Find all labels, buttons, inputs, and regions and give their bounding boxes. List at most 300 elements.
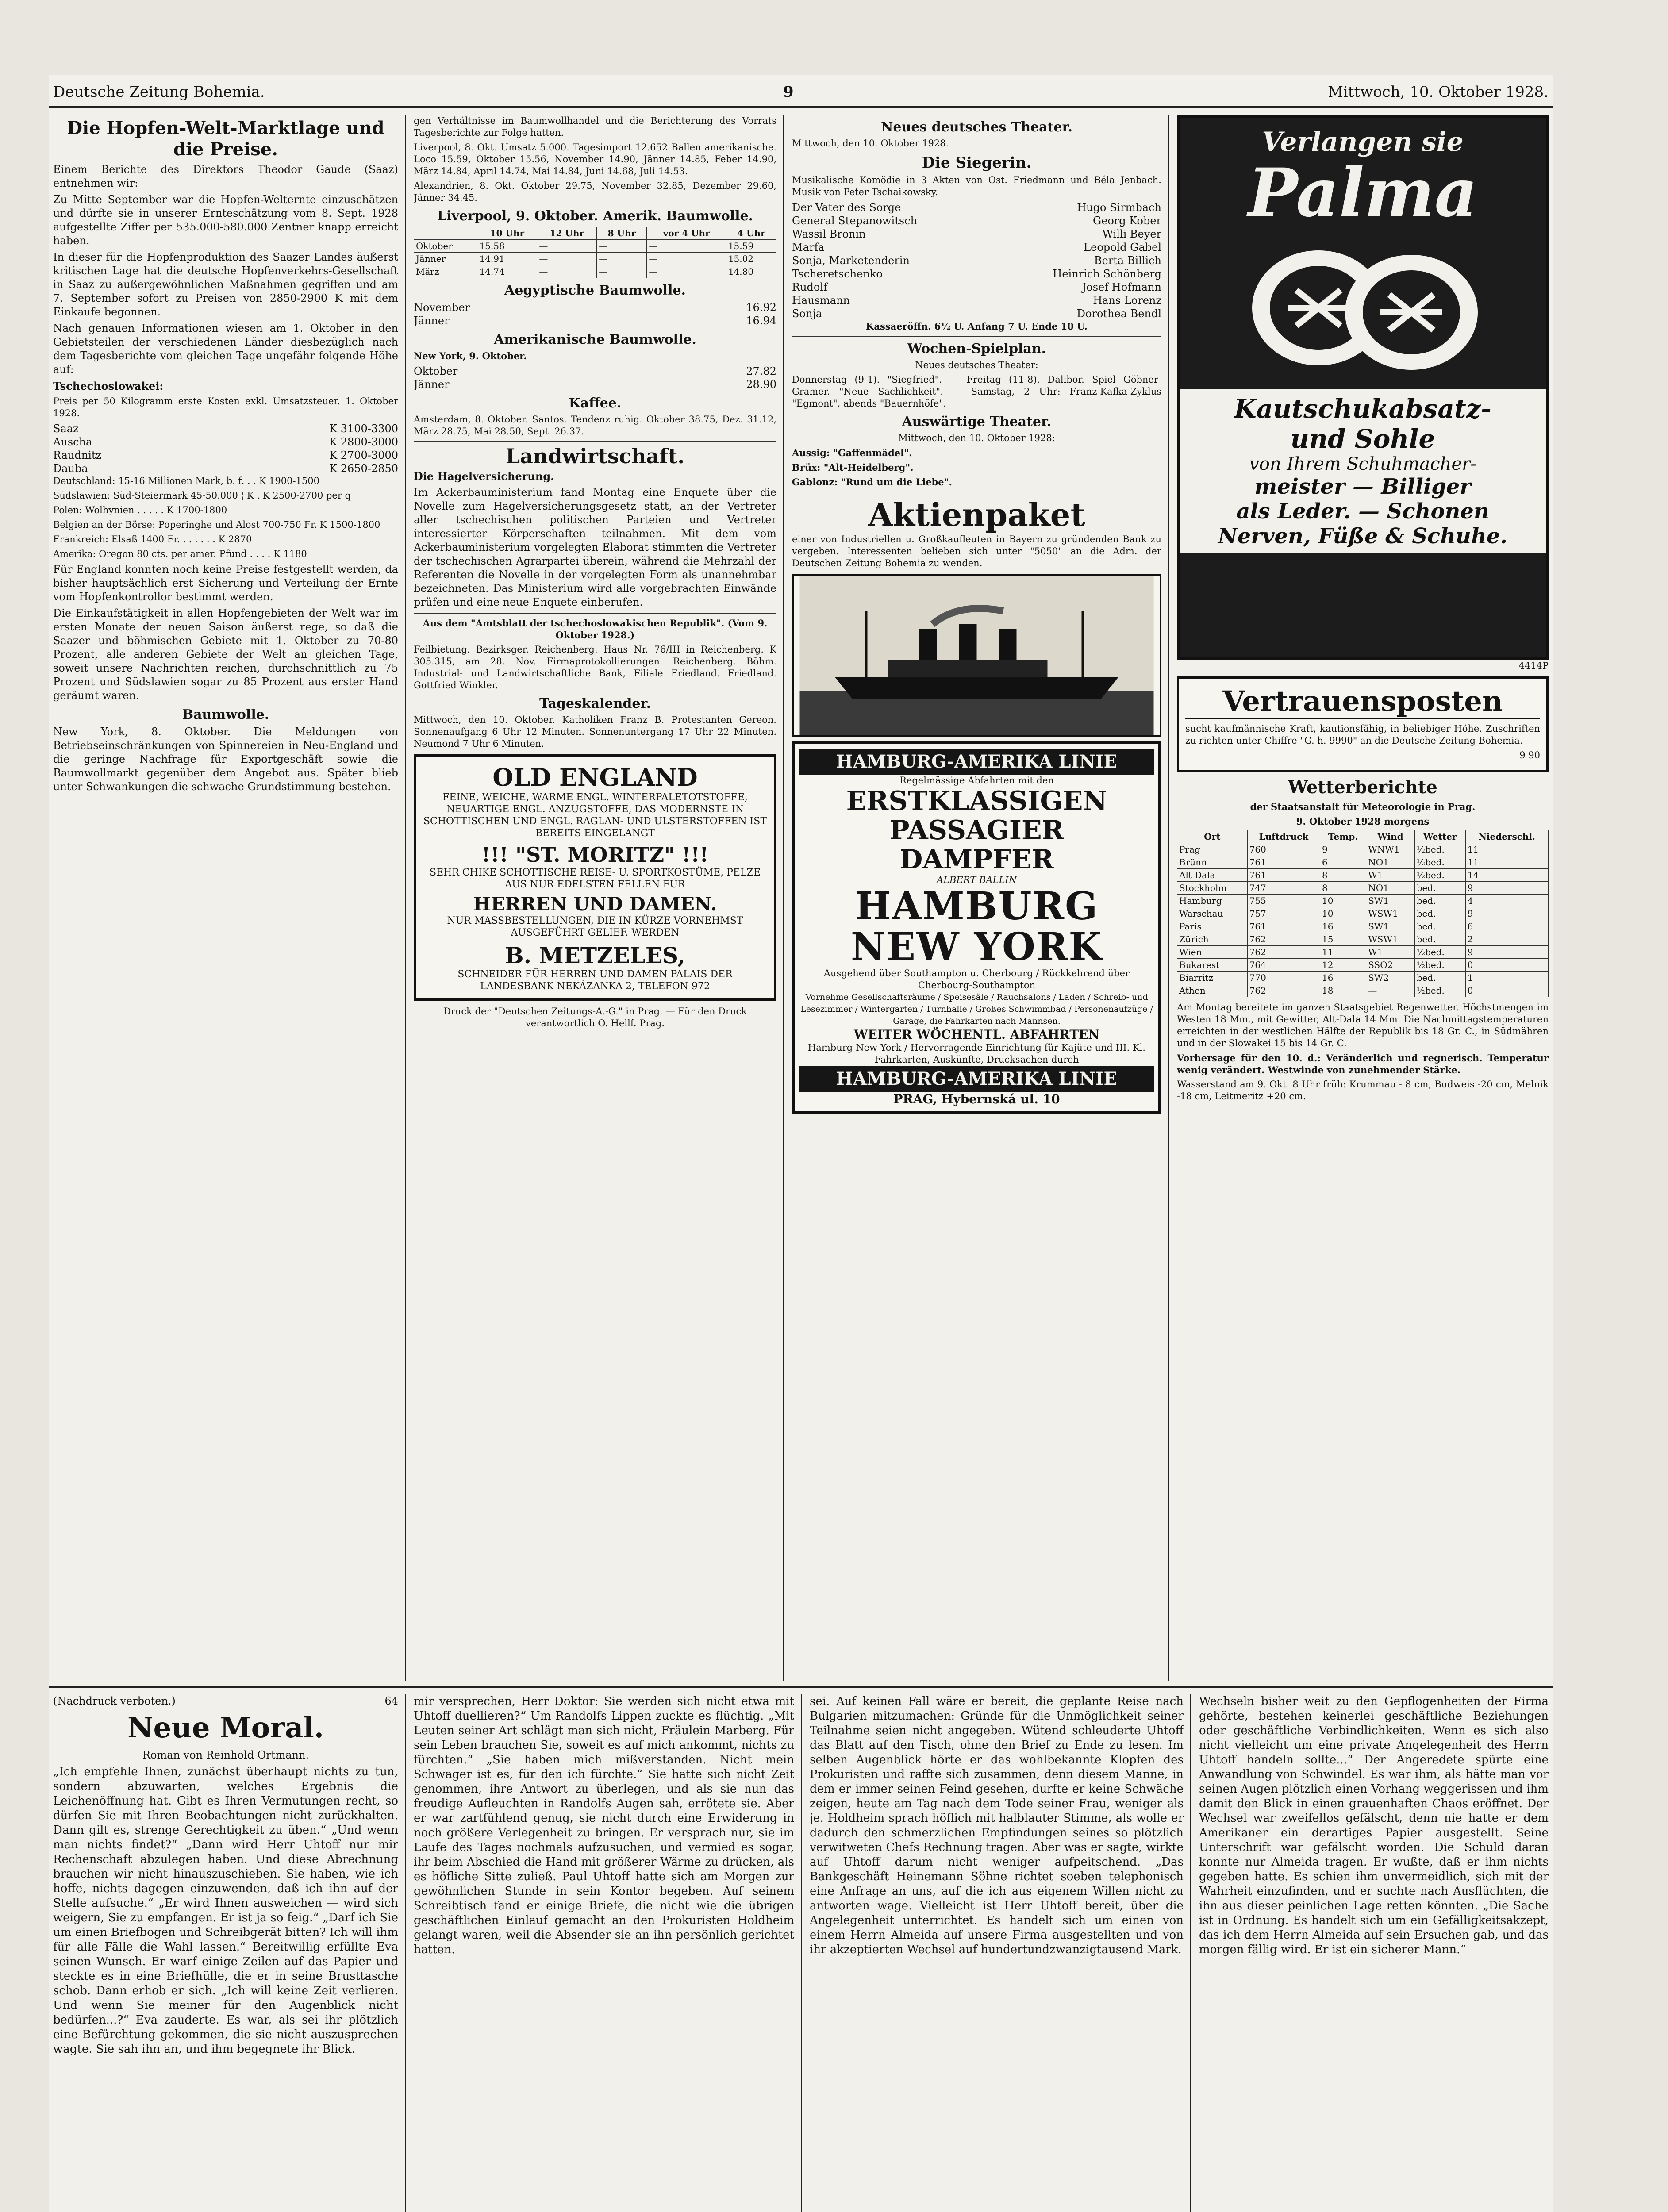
cell: 0 — [1465, 984, 1548, 997]
cell: Zürich — [1177, 933, 1248, 946]
price-line: Belgien an der Börse: Poperinghe und Alost 700-750 Fr. K 1500-1800 — [53, 519, 380, 530]
cell: W1 — [1366, 946, 1415, 959]
cell: 15 — [1320, 933, 1366, 946]
price-name: Auscha — [53, 436, 92, 448]
novel-meta — [53, 1694, 398, 1708]
role: Rudolf — [792, 281, 827, 293]
table-header-row — [1177, 830, 1549, 843]
subhead: Die Hagelversicherung. — [414, 470, 554, 483]
col-header: 12 Uhr — [537, 227, 597, 240]
ad-title: HERREN UND DAMEN. — [473, 893, 717, 915]
cell: 16 — [1320, 972, 1366, 984]
ad-line: Nerven, Füße & Schuhe. — [1218, 524, 1508, 549]
paragraph: Vorhersage für den 10. d.: Veränderlich und regnerisch. Temperatur wenig verändert. Westwinde von zunehmender Stärke. — [1177, 1052, 1549, 1075]
paragraph: Die Einkaufstätigkeit in allen Hopfengebieten der Welt war im ersten Monate der neuen Saison äußerst rege, so daß die Saazer und böhmischen Gebiete mit 1. Oktober zu 70-80 Prozent, alle anderen Gebiete der Welt an gleichen Tage, soweit unsere Nachrichten reichen, durchschnittlich zu 75 Prozent und Südslawien sogar zu 85 Prozent aus erster Hand geräumt waren. — [53, 607, 398, 702]
cell: 762 — [1247, 984, 1320, 997]
ad-big: PASSAGIER — [889, 815, 1064, 846]
paragraph: Donnerstag (9-1). "Siegfried". — Freitag (11-8). Dalibor. Spiel Göbner-Gramer. "Neue Sachlichkeit". — Samstag, 2 Uhr: Franz-Kafka-Zyklus "Egmont", abends "Bauernhöfe". — [792, 374, 1161, 409]
price-row — [53, 449, 398, 462]
column-rule — [1168, 115, 1169, 1681]
cell: ½bed. — [1414, 869, 1465, 882]
cell: — — [537, 240, 597, 253]
section-title: Neues deutsches Theater. — [881, 119, 1072, 135]
ad-big: DAMPFER — [899, 844, 1054, 875]
cell: 6 — [1465, 920, 1548, 933]
actor: Georg Kober — [1092, 215, 1161, 227]
paragraph: Am Montag bereitete im ganzen Staatsgebiet Regenwetter. Höchstmengen im Westen 18 Mm., mit Gewitter, Alt-Dala 14 Mm. Die Nachmittagstemperaturen erreichten in der westlichen Hälfte der Republik bis 18 Gr. C., in Südmähren und in der Slowakei 15 bis 14 Gr. C. — [1177, 1002, 1549, 1048]
col-header: Luftdruck — [1247, 830, 1320, 843]
price-line: Südslawien: Süd-Steiermark 45-50.000 ¦ K . K 2500-2700 per q — [53, 490, 351, 501]
cell: — — [597, 253, 647, 265]
col-header: 10 Uhr — [477, 227, 537, 240]
paragraph: Einem Berichte des Direktors Theodor Gaude (Saaz) entnehmen wir: — [53, 163, 398, 189]
timing: Kassaeröffn. 6½ U. Anfang 7 U. Ende 10 U. — [866, 321, 1088, 332]
price-row — [53, 435, 398, 449]
ad-big: ERSTKLASSIGEN — [846, 786, 1107, 817]
ad-line: als Leder. — Schonen — [1236, 499, 1489, 524]
cell: ½bed. — [1414, 959, 1465, 972]
paragraph: Alexandrien, 8. Okt. Oktober 29.75, November 32.85, Dezember 29.60, Jänner 34.45. — [414, 180, 776, 203]
column-rule — [1190, 1694, 1191, 2212]
cell: 1 — [1465, 972, 1548, 984]
cell: SW1 — [1366, 920, 1415, 933]
cell: — — [1366, 984, 1415, 997]
price-name: Raudnitz — [53, 449, 102, 461]
table-row — [1177, 882, 1549, 895]
cast-row — [792, 254, 1161, 267]
value: 16.92 — [746, 301, 776, 314]
cell: 8 — [1320, 882, 1366, 895]
price-value: K 3100-3300 — [329, 422, 398, 435]
price-name: Saaz — [53, 422, 79, 435]
market-label: Tschechoslowakei: — [53, 380, 164, 392]
section-title: Baumwolle. — [182, 707, 269, 722]
subhead: New York, 9. Oktober. — [414, 350, 527, 361]
role: Marfa — [792, 241, 825, 253]
date-line: Mittwoch, den 10. Oktober 1928. — [792, 138, 949, 149]
cast-row — [792, 307, 1161, 320]
paragraph: Amsterdam, 8. Oktober. Santos. Tendenz ruhig. Oktober 38.75, Dez. 31.12, März 28.75, Mai 28.50, Sept. 26.37. — [414, 414, 776, 437]
paragraph: Wasserstand am 9. Okt. 8 Uhr früh: Krummau - 8 cm, Budweis -20 cm, Melnik -18 cm, Leitmeritz +20 cm. — [1177, 1079, 1549, 1102]
role: Sonja, Marketenderin — [792, 254, 910, 267]
month: November — [414, 301, 470, 314]
novel-text: sei. Auf keinen Fall wäre er bereit, die geplante Reise nach Bulgarien mitzumachen: Gründe für die Unmöglichkeit seiner Teilnahme seien nicht angegeben. Wütend schleuderte Uhtoff das Blatt auf den Tisch, ohne den Brief zu Ende zu lesen. Im selben Augenblick hörte er das wohlbekannte Klopfen des Prokuristen und raffte sich zusammen, denn diesem Manne, in dem er immer seinen Feind gesehen, durfte er keine Schwäche zeigen, heute am Tag nach dem Tode seiner Frau, weniger als je. Holdheim sprach höflich mit halblauter Stimme, als wolle er dadurch den schmerzlichen Empfindungen seines so plötzlich verwitweten Chefs Rechnung tragen. Aber was er sagte, wirkte auf Uhtoff darum nicht weniger aufpeitschend. „Das Bankgeschäft Heinemann Söhne richtet soeben telephonisch eine Anfrage an uns, auf die ich aus eigenem Willen nicht zu antworten wage. Vielleicht ist Herr Uhtoff bereit, über die Angelegenheit unterrichtet. Es handelt sich um einen von einem Herrn Almeida auf unsere Firma ausgestellten und von ihr akzeptierten Wechsel auf hundertundzwanzigtausend Mark. — [810, 1695, 1184, 1956]
cell: bed. — [1414, 933, 1465, 946]
theatre-column — [792, 115, 1161, 1681]
cell: Athen — [1177, 984, 1248, 997]
novel-col-2 — [414, 1694, 794, 2212]
col-header: Ort — [1177, 830, 1248, 843]
novel-col-3 — [810, 1694, 1184, 2212]
subhead: Neues deutsches Theater: — [915, 360, 1038, 370]
cell: 764 — [1247, 959, 1320, 972]
ad-line: von Ihrem Schuhmacher- — [1249, 454, 1476, 474]
ad-text: Fahrkarten, Auskünfte, Drucksachen durch — [874, 1054, 1079, 1065]
cell: Oktober — [414, 240, 477, 253]
cell: 16 — [1320, 920, 1366, 933]
novel-subtitle: Roman von Reinhold Ortmann. — [142, 1749, 309, 1761]
role: Sonja — [792, 307, 822, 320]
ad-city: PRAG, Hybernská ul. 10 — [893, 1092, 1060, 1106]
cell: — — [537, 253, 597, 265]
price-row — [414, 301, 776, 314]
ad-line: meister — Billiger — [1254, 474, 1471, 499]
subhead: der Staatsanstalt für Meteorologie in Prag. — [1250, 801, 1476, 812]
cell: Wien — [1177, 946, 1248, 959]
table-row — [1177, 843, 1549, 856]
actor: Josef Hofmann — [1082, 281, 1161, 293]
cell: Jänner — [414, 253, 477, 265]
actor: Hans Lorenz — [1093, 294, 1161, 307]
cell: NO1 — [1366, 882, 1415, 895]
palma-ad — [1177, 115, 1549, 660]
cell: 0 — [1465, 959, 1548, 972]
cell: 14.74 — [477, 265, 537, 278]
feuilleton-rule — [49, 1686, 1553, 1688]
month: Oktober — [414, 365, 458, 377]
cell: 10 — [1320, 907, 1366, 920]
novel-col-1 — [53, 1694, 398, 2212]
col-header: Temp. — [1320, 830, 1366, 843]
cell: 761 — [1247, 869, 1320, 882]
actor: Willi Beyer — [1102, 228, 1161, 240]
weather-table — [1177, 830, 1549, 997]
cell: 762 — [1247, 946, 1320, 959]
column-rule — [801, 1694, 802, 2212]
price-value: K 2700-3000 — [329, 449, 398, 461]
ad-footer: HAMBURG-AMERIKA LINIE — [799, 1066, 1154, 1092]
cell: — — [647, 265, 726, 278]
novel-text: „Ich empfehle Ihnen, zunächst überhaupt nichts zu tun, sondern abzuwarten, welches Ergebnis die Leichenöffnung hat. Gibt es Ihren Vermutungen recht, so dürfen Sie mit Ihren Beobachtungen nicht zurückhalten. Dann gilt es, strenge Gerechtigkeit zu üben.“ „Und wenn man nichts findet?“ „Dann wird Herr Uhtoff nur mir Rechenschaft abzulegen haben. Und diese Abrechnung brauchen wir nicht hinauszuschieben. Sie haben, wie ich hoffe, nichts dagegen einzuwenden, daß ich ihn auf der Stelle aufsuche.“ „Er wird Ihnen ausweichen — wird sich weigern, Sie zu empfangen. Er ist ja so feig.“ „Darf ich Sie um einen Briefbogen und Schreibgerät bitten? Ich will ihm für alle Fälle die Wahl lassen.“ Bereitwillig erfüllte Eva seinen Wunsch. Er warf einige Zeilen auf das Papier und steckte es in eine Briefhülle, die er in seine Brusttasche schob. Dann erhob er sich. „Ich will keine Zeit verlieren. Und wenn Sie meiner für den Augenblick nicht bedürfen...?“ Eva zauderte. Es war, als sei ihr plötzlich eine Befürchtung gekommen, die sie nicht auszusprechen wagte. Sie sah ihn an, und ihm begegnete ihr Blick. — [53, 1765, 398, 2056]
price-name: Dauba — [53, 462, 88, 475]
cast-row — [792, 201, 1161, 214]
col-header — [414, 227, 477, 240]
ad-title: HAMBURG-AMERIKA LINIE — [799, 749, 1154, 775]
col-header: Wind — [1366, 830, 1415, 843]
ad-title: Vertrauensposten — [1185, 685, 1540, 719]
right-column — [1177, 115, 1549, 1681]
cotton-table — [414, 227, 776, 278]
cell: 11 — [1320, 946, 1366, 959]
month: Jänner — [414, 378, 450, 391]
cell: Bukarest — [1177, 959, 1248, 972]
cell: — — [537, 265, 597, 278]
cell: 9 — [1465, 882, 1548, 895]
ship-illustration — [792, 574, 1161, 737]
date-line: Mittwoch, den 10. Oktober 1928: — [898, 433, 1055, 443]
value: 28.90 — [746, 378, 776, 391]
column-rule — [405, 1694, 406, 2212]
actor: Berta Billich — [1094, 254, 1161, 267]
cell: bed. — [1414, 920, 1465, 933]
subhead: Aus dem "Amtsblatt der tschechoslowakischen Republik". (Vom 9. Oktober 1928.) — [423, 618, 768, 641]
ext-row: Gablonz: "Rund um die Liebe". — [792, 476, 952, 488]
col-header: 8 Uhr — [597, 227, 647, 240]
price-row — [53, 422, 398, 435]
vertrauensposten-ad — [1177, 676, 1549, 772]
cell: Paris — [1177, 920, 1248, 933]
section-title: Aegyptische Baumwolle. — [504, 283, 686, 298]
hapag-ad — [792, 741, 1161, 1114]
cell: 762 — [1247, 933, 1320, 946]
novel-col-4 — [1199, 1694, 1549, 2212]
actor: Dorothea Bendl — [1076, 307, 1161, 320]
brand-name: Palma — [1248, 154, 1478, 232]
ad-text: NUR MASSBESTELLUNGEN, DIE IN KÜRZE VORNEHMST AUSGEFÜHRT GELIEF. WERDEN — [447, 915, 743, 938]
actor: Heinrich Schönberg — [1053, 268, 1161, 280]
cell: 6 — [1320, 856, 1366, 869]
cell: Brünn — [1177, 856, 1248, 869]
cell: 770 — [1247, 972, 1320, 984]
col-header: 4 Uhr — [726, 227, 776, 240]
paragraph: New York, 8. Oktober. Die Meldungen von Betriebseinschränkungen von Spinnereien in Neu-England und die geringe Nachfrage für Exportgeschäft sowie die Baumwollmarkt gegenüber dem Angebot aus. Später blieb unter Schwankungen die schwache Grundstimmung bestehen. — [53, 726, 398, 793]
cell: 755 — [1247, 895, 1320, 907]
cell: 4 — [1465, 895, 1548, 907]
price-row — [414, 378, 776, 391]
paragraph: gen Verhältnisse im Baumwollhandel und die Berichterung des Vorrats Tagesberichte zur Folge hatten. — [414, 115, 776, 138]
paragraph: Im Ackerbauministerium fand Montag eine Enquete über die Novelle zum Hagelversicherungsgesetz statt, an der Vertreter aller tschechischen politischen Parteien und Vertreter interessierter Körperschaften teilnahmen. Mit dem vom Ackerbauministerium vorgelegten Elaborat stimmten die Vertreter der tschechischen Agrarpartei überein, während die Mehrzahl der Referenten die Novelle in der vorgelegten Form als unannehmbar bezeichneten. Das Ministerium wird alle vorgebrachten Einwände prüfen und eine neue Enquete einberufen. — [414, 486, 776, 608]
market-column — [414, 115, 776, 1681]
price-value: K 2650-2850 — [329, 462, 398, 475]
cell: März — [414, 265, 477, 278]
table-row — [414, 253, 776, 265]
route: NEW YORK — [850, 925, 1103, 969]
ad-line: Kautschukabsatz- — [1234, 394, 1491, 424]
page-number: 9 — [783, 83, 794, 101]
steamship-image — [794, 576, 1160, 735]
table-row — [1177, 895, 1549, 907]
paragraph: Zu Mitte September war die Hopfen-Welternte einzuschätzen und dürfte sie in unserer Ernteschätzung vom 8. Sept. 1928 aufgestellte Ziffer per 535.000-580.000 Zentner knapp erreicht haben. — [53, 193, 398, 247]
market-head: Preis per 50 Kilogramm erste Kosten exkl. Umsatzsteuer. 1. Oktober 1928. — [53, 396, 398, 419]
ad-code: 4414P — [1518, 661, 1549, 671]
cell: 747 — [1247, 882, 1320, 895]
old-england-ad — [414, 754, 776, 1001]
price-row — [414, 314, 776, 327]
cell: 14.91 — [477, 253, 537, 265]
heel-icon — [1239, 228, 1487, 388]
value: 16.94 — [746, 315, 776, 327]
ad-text: Regelmässige Abfahrten mit den — [899, 775, 1054, 786]
price-line: Deutschland: 15-16 Millionen Mark, b. f. . . K 1900-1500 — [53, 476, 319, 486]
role: General Stepanowitsch — [792, 215, 918, 227]
cell: 18 — [1320, 984, 1366, 997]
ad-text: SEHR CHIKE SCHOTTISCHE REISE- U. SPORTKOSTÜME, PELZE AUS NUR EDELSTEN FELLEN FÜR — [430, 867, 761, 890]
col-header: Niederschl. — [1465, 830, 1548, 843]
month: Jänner — [414, 315, 450, 327]
hops-article — [53, 115, 398, 1681]
paragraph: Für England konnten noch keine Preise festgestellt werden, da bisher hauptsächlich erst Sicherung und Verteilung der Ernte vom Hopfenkontrollor bestimmt werden. — [53, 563, 398, 603]
play-sub: Musikalische Komödie in 3 Akten von Ost. Friedmann und Béla Jenbach. Musik von Peter Tschaikowsky. — [792, 175, 1161, 197]
cell: Hamburg — [1177, 895, 1248, 907]
cast-row — [792, 214, 1161, 227]
table-row — [1177, 959, 1549, 972]
cell: SW2 — [1366, 972, 1415, 984]
col-header: Wetter — [1414, 830, 1465, 843]
price-line: Frankreich: Elsaß 1400 Fr. . . . . . . K 2870 — [53, 534, 252, 545]
ad-headline: Verlangen sie — [1262, 127, 1464, 157]
section-title: Tageskalender. — [539, 696, 651, 711]
aktien-title: Aktienpaket — [868, 496, 1085, 534]
article-title: Die Hopfen-Welt-Marktlage und die Preise. — [67, 118, 384, 160]
cast-row — [792, 280, 1161, 294]
cell: — — [647, 240, 726, 253]
section-title: Auswärtige Theater. — [902, 414, 1052, 430]
cell: 9 — [1465, 946, 1548, 959]
paragraph: Nach genauen Informationen wiesen am 1. Oktober in den Gebietsteilen der verschiedenen Länder diesbezüglich nach dem Tagesberichte vom gleichen Tage ungefähr folgende Höhe auf: — [53, 322, 398, 376]
paragraph: Liverpool, 8. Okt. Umsatz 5.000. Tagesimport 12.652 Ballen amerikanische. Loco 15.59, Oktober 15.56, November 14.90, Jänner 14.85, Feber 14.90, März 14.84, April 14.74, Mai 14.84, Juni 14.68, Juli 14.53. — [414, 142, 776, 177]
ship-name: ALBERT BALLIN — [936, 875, 1017, 885]
reprint-note: (Nachdruck verboten.) — [53, 1695, 176, 1707]
divider — [792, 336, 1161, 337]
ad-text: sucht kaufmännische Kraft, kautionsfähig, in beliebiger Höhe. Zuschriften zu richten unter Chiffre "G. h. 9990" an die Deutsche Zeitung Bohemia. — [1185, 723, 1540, 746]
cell: bed. — [1414, 907, 1465, 920]
novel-title: Neue Moral. — [127, 1711, 324, 1744]
ad-text: Vornehme Gesellschaftsräume / Speisesäle / Rauchsalons / Laden / Schreib- und Lesezimmer / Wintergarten / Turnhalle / Großes Schwimmbad / Personenaufzüge / Garage, die Fahrkarten nach Mannsen. — [800, 992, 1153, 1026]
table-title: Liverpool, 9. Oktober. Amerik. Baumwolle. — [437, 208, 753, 224]
cell: 8 — [1320, 869, 1366, 882]
cell: WSW1 — [1366, 933, 1415, 946]
cell: SSO2 — [1366, 959, 1415, 972]
ad-text: Hamburg-New York / Hervorragende Einrichtung für Kajüte und III. Kl. — [808, 1042, 1145, 1053]
issue-date: Mittwoch, 10. Oktober 1928. — [1328, 83, 1549, 101]
ext-row: Aussig: "Gaffenmädel". — [792, 447, 912, 458]
novel-text: Wechseln bisher weit zu den Gepflogenheiten der Firma gehörte, bestehen keinerlei geschäftliche Beziehungen oder geschäftliche Verbindlichkeiten. Wenn es sich also nicht vielleicht um eine private Angelegenheit des Herrn Uhtoff handeln sollte...“ Der Angeredete spürte eine Anwandlung von Schwindel. Es war ihm, als hätte man vor seinen Augen plötzlich einen Vorhang weggerissen und ihm damit den Blick in einen grauenhaften Chaos eröffnet. Der Wechsel war zweifellos gefälscht, denn nie hatte er dem Amerikaner ein derartiges Papier ausgestellt. Seine Unterschrift war gefälscht worden. Die Schuld daran konnte nur Almeida tragen. Er wußte, daß er ihm nichts gegeben hatte. Es schien ihm unvermeidlich, sich mit der Wahrheit einzufinden, und er suchte nach Ausflüchten, die ihn aus dieser peinlichen Lage retten könnten. „Die Sache ist in Ordnung. Es handelt sich um ein Gefälligkeitsakzept, das ich dem Herrn Almeida auf sein Ersuchen gab, und das morgen fällig wird. Er ist ein sicherer Mann.“ — [1199, 1695, 1549, 1956]
section-title: Wetterberichte — [1288, 777, 1437, 798]
cast-row — [792, 267, 1161, 280]
table-header-row — [414, 227, 776, 240]
role: Der Vater des Sorge — [792, 201, 901, 214]
date-line: 9. Oktober 1928 morgens — [1296, 816, 1430, 827]
ad-line: und Sohle — [1290, 424, 1435, 454]
cell: 14 — [1465, 869, 1548, 882]
ad-code: 9 90 — [1519, 750, 1540, 760]
play-title: Die Siegerin. — [922, 154, 1032, 172]
ad-title: !!! "ST. MORITZ" !!! — [481, 843, 709, 867]
ad-title: OLD ENGLAND — [492, 763, 698, 791]
cell: Biarritz — [1177, 972, 1248, 984]
price-line: Amerika: Oregon 80 cts. per amer. Pfund . . . . K 1180 — [53, 549, 307, 559]
cell: Warschau — [1177, 907, 1248, 920]
cell: ½bed. — [1414, 984, 1465, 997]
cell: bed. — [1414, 882, 1465, 895]
role: Hausmann — [792, 294, 850, 307]
table-row — [1177, 933, 1549, 946]
cell: 14.80 — [726, 265, 776, 278]
aktien-text: einer von Industriellen u. Großkaufleuten in Bayern zu gründenden Bank zu vergeben. Interessenten belieben sich unter "5050" an die Adm. der Deutschen Zeitung Bohemia zu wenden. — [792, 534, 1161, 568]
cell: ½bed. — [1414, 843, 1465, 856]
ad-name: B. METZELES, — [505, 942, 685, 968]
role: Tscheretschenko — [792, 268, 883, 280]
newspaper-page — [49, 75, 1553, 2212]
cell: ½bed. — [1414, 946, 1465, 959]
cast-row — [792, 241, 1161, 254]
cell: bed. — [1414, 972, 1465, 984]
section-title: Amerikanische Baumwolle. — [494, 332, 696, 347]
table-row — [414, 265, 776, 278]
paragraph: Feilbietung. Bezirksger. Reichenberg. Haus Nr. 76/III in Reichenberg. K 305.315, am 28. Nov. Firmaprotokollierungen. Reichenberg. Böhm. Industrial- und Landwirtschaftliche Bank, Filiale Friedland. Friedland. Gottfried Winkler. — [414, 644, 776, 691]
section-title: Landwirtschaft. — [505, 444, 685, 468]
cell: 15.02 — [726, 253, 776, 265]
cell: bed. — [1414, 895, 1465, 907]
cell: W1 — [1366, 869, 1415, 882]
cell: 15.59 — [726, 240, 776, 253]
ext-row: Brüx: "Alt-Heidelberg". — [792, 462, 914, 473]
cell: — — [597, 240, 647, 253]
price-value: K 2800-3000 — [329, 436, 398, 448]
ad-text: FEINE, WEICHE, WARME ENGL. WINTERPALETOTSTOFFE, NEUARTIGE ENGL. ANZUGSTOFFE, DAS MODERNSTE IN SCHOTTISCHEN UND ENGL. RAGLAN- UND ULSTERSTOFFEN IST BEREITS EINGELANGT — [423, 792, 767, 839]
col-header: vor 4 Uhr — [647, 227, 726, 240]
episode-number: 64 — [384, 1695, 398, 1707]
cast-row — [792, 294, 1161, 307]
page-header — [49, 75, 1553, 108]
cell: 11 — [1465, 843, 1548, 856]
value: 27.82 — [746, 365, 776, 377]
novel-text: mir versprechen, Herr Doktor: Sie werden sich nicht etwa mit Uhtoff duellieren?“ Um Randolfs Lippen zuckte es flüchtig. „Mit Leuten seiner Art schlägt man sich nicht, Fräulein Marberg. Für sein Leben brauchen Sie, soweit es auf mich ankommt, nichts zu fürchten.“ „Sie haben mich mißverstanden. Nicht mein Schwager ist es, für den ich fürchte.“ Sie hatte sich nicht Zeit genommen, ihre Antwort zu überlegen, und als sie nun das freudige Aufleuchten in Randolfs Augen sah, errötete sie. Aber er war zartfühlend genug, sie nicht durch eine Erwiderung in noch größere Verlegenheit zu bringen. Er versprach nur, sie im Laufe des Tages nochmals aufzusuchen, und vermied es sogar, ihr beim Abschied die Hand mit größerer Wärme zu drücken, als es höfliche Sitte zuließ. Paul Uhtoff hatte sich am Morgen zur gewöhnlichen Stunde in sein Kontor begeben. Auf seinem Schreibtisch fand er einige Briefe, die nicht wie die übrigen geschäftlichen Einlauf gemacht an den Prokuristen Holdheim gelangt waren, weil die Absender sie an ihn persönlich gerichtet hatten. — [414, 1695, 794, 1956]
ad-address: SCHNEIDER FÜR HERREN UND DAMEN PALAIS DER LANDESBANK NEKÁZANKA 2, TELEFON 972 — [457, 969, 733, 992]
cell: 12 — [1320, 959, 1366, 972]
cell: Alt Dala — [1177, 869, 1248, 882]
price-row — [53, 462, 398, 475]
table-row — [1177, 984, 1549, 997]
cell: WSW1 — [1366, 907, 1415, 920]
table-row — [1177, 907, 1549, 920]
ad-text: Ausgehend über Southampton u. Cherbourg / Rückkehrend über Cherbourg-Southampton — [823, 968, 1130, 991]
table-row — [1177, 946, 1549, 959]
cell: SW1 — [1366, 895, 1415, 907]
table-row — [1177, 869, 1549, 882]
cell: 760 — [1247, 843, 1320, 856]
cell: 11 — [1465, 856, 1548, 869]
table-row — [1177, 856, 1549, 869]
cell: Stockholm — [1177, 882, 1248, 895]
cell: 10 — [1320, 895, 1366, 907]
price-line: Polen: Wolhynien . . . . . K 1700-1800 — [53, 505, 227, 515]
cell: — — [597, 265, 647, 278]
route: HAMBURG — [855, 884, 1099, 929]
cell: 761 — [1247, 856, 1320, 869]
imprint: Druck der "Deutschen Zeitungs-A.-G." in Prag. — Für den Druck verantwortlich O. Hellf. Prag. — [443, 1006, 747, 1029]
cell: 2 — [1465, 933, 1548, 946]
cast-row — [792, 227, 1161, 241]
table-row — [1177, 972, 1549, 984]
ad-text: WEITER WÖCHENTL. ABFAHRTEN — [854, 1027, 1099, 1042]
role: Wassil Bronin — [792, 228, 866, 240]
paragraph: Mittwoch, den 10. Oktober. Katholiken Franz B. Protestanten Gereon. Sonnenaufgang 6 Uhr 12 Minuten. Sonnenuntergang 17 Uhr 22 Minuten. Neumond 7 Uhr 6 Minuten. — [414, 714, 776, 749]
section-title: Wochen-Spielplan. — [907, 341, 1046, 357]
cell: — — [647, 253, 726, 265]
cell: WNW1 — [1366, 843, 1415, 856]
column-rule — [783, 115, 784, 1681]
table-row — [414, 240, 776, 253]
cell: 757 — [1247, 907, 1320, 920]
cell: 761 — [1247, 920, 1320, 933]
cell: NO1 — [1366, 856, 1415, 869]
paragraph: In dieser für die Hopfenproduktion des Saazer Landes äußerst kritischen Lage hat die deutsche Hopfenverkehrs-Gesellschaft in Saaz zu außergewöhnlichen Maßnahmen gegriffen und am 7. September sofort zu Preisen von 2850-2900 K mit dem Einkaufe begonnen. — [53, 251, 398, 318]
cell: Prag — [1177, 843, 1248, 856]
price-row — [414, 365, 776, 378]
cell: 9 — [1465, 907, 1548, 920]
divider — [414, 613, 776, 614]
cell: 15.58 — [477, 240, 537, 253]
section-title: Kaffee. — [569, 396, 622, 411]
actor: Hugo Sirmbach — [1077, 201, 1161, 214]
cell: ½bed. — [1414, 856, 1465, 869]
divider — [414, 441, 776, 442]
paper-name: Deutsche Zeitung Bohemia. — [53, 83, 265, 101]
table-row — [1177, 920, 1549, 933]
cell: 9 — [1320, 843, 1366, 856]
palma-text-area — [1180, 389, 1546, 553]
